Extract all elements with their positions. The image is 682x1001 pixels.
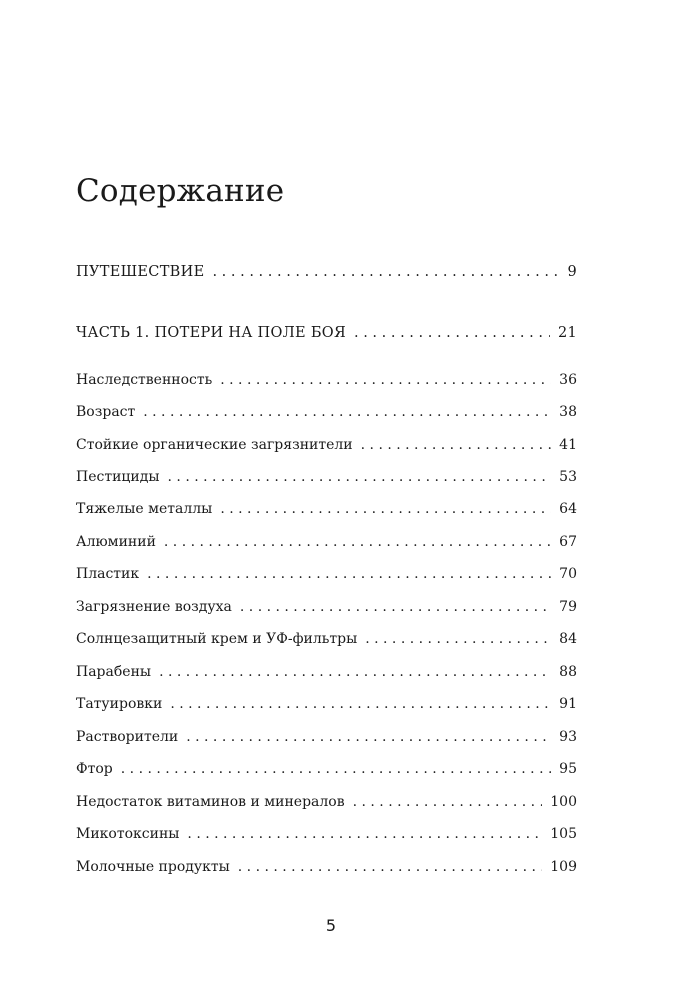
toc-entry[interactable] — [76, 663, 577, 681]
toc-entry-page: 67 — [559, 534, 577, 550]
toc-leader-dots — [220, 371, 551, 389]
toc-entry-page: 84 — [559, 631, 577, 647]
toc-entry-title: Солнцезащитный крем и УФ-фильтры — [76, 631, 358, 647]
toc-entry-title: Недостаток витаминов и минералов — [76, 794, 345, 810]
toc-entry-title: Микотоксины — [76, 826, 180, 842]
toc-entry-page: 95 — [559, 761, 577, 777]
toc-entry[interactable] — [76, 533, 577, 551]
toc-leader-dots — [186, 728, 551, 746]
toc-leader-dots — [365, 630, 551, 648]
toc-entry-page: 53 — [559, 469, 577, 485]
toc-entry[interactable] — [76, 565, 577, 583]
toc-entry-title: Возраст — [76, 404, 136, 420]
toc-entry[interactable] — [76, 598, 577, 616]
toc-leader-dots — [170, 695, 551, 713]
toc-entry-title: Фтор — [76, 761, 113, 777]
toc-entry[interactable] — [76, 468, 577, 486]
toc-entry-title: ЧАСТЬ 1. ПОТЕРИ НА ПОЛЕ БОЯ — [76, 325, 346, 341]
toc-entry[interactable] — [76, 403, 577, 421]
toc-entry-title: Стойкие органические загрязнители — [76, 437, 353, 453]
toc-leader-dots — [187, 825, 542, 843]
toc-entry-title: Растворители — [76, 729, 179, 745]
toc-entry-page: 21 — [557, 325, 577, 341]
toc-entry[interactable] — [76, 728, 577, 746]
toc-entry[interactable] — [76, 793, 577, 811]
toc-leader-dots — [240, 598, 551, 616]
toc-entry-title: ПУТЕШЕСТВИЕ — [76, 264, 205, 280]
toc-entry-title: Тяжелые металлы — [76, 501, 213, 517]
toc-entry-page: 93 — [559, 729, 577, 745]
toc-entry-page: 91 — [559, 696, 577, 712]
toc-leader-dots — [159, 663, 551, 681]
toc-entry-page: 36 — [559, 372, 577, 388]
toc-entry-title: Молочные продукты — [76, 859, 230, 875]
toc-entry[interactable] — [76, 858, 577, 876]
toc-leader-dots — [168, 468, 552, 486]
toc-entry-part-1[interactable] — [76, 324, 577, 342]
toc-entry-page: 70 — [559, 566, 577, 582]
toc-entry-title: Загрязнение воздуха — [76, 599, 232, 615]
toc-entry-page: 41 — [559, 437, 577, 453]
toc-entry-page: 105 — [550, 826, 577, 842]
toc-leader-dots — [238, 858, 542, 876]
toc-entry-title: Пестициды — [76, 469, 160, 485]
toc-entry[interactable] — [76, 630, 577, 648]
toc-leader-dots — [361, 436, 552, 454]
toc-leader-dots — [164, 533, 551, 551]
toc-entry-title: Парабены — [76, 664, 152, 680]
toc-entry-title: Пластик — [76, 566, 140, 582]
toc-leader-dots — [147, 565, 551, 583]
toc-leader-dots — [143, 403, 551, 421]
toc-entry-page: 100 — [550, 794, 577, 810]
toc-entry[interactable] — [76, 695, 577, 713]
toc-leader-dots — [353, 793, 543, 811]
toc-entry[interactable] — [76, 500, 577, 518]
toc-entry-page: 88 — [559, 664, 577, 680]
toc-leader-dots — [212, 263, 559, 281]
toc-entry[interactable] — [76, 436, 577, 454]
toc-leader-dots — [354, 324, 550, 342]
toc-entry-page: 79 — [559, 599, 577, 615]
toc-entry-page: 38 — [559, 404, 577, 420]
toc-entry[interactable] — [76, 825, 577, 843]
toc-entry-title: Алюминий — [76, 534, 156, 550]
toc-leader-dots — [121, 760, 551, 778]
toc-entry[interactable] — [76, 760, 577, 778]
toc-entry-page: 109 — [550, 859, 577, 875]
toc-entry[interactable] — [76, 371, 577, 389]
toc-entry-journey[interactable] — [76, 263, 577, 281]
toc-entry-title: Татуировки — [76, 696, 163, 712]
toc-entry-page: 64 — [559, 501, 577, 517]
toc-leader-dots — [220, 500, 551, 518]
page-title: Содержание — [76, 173, 285, 209]
toc-entry-title: Наследственность — [76, 372, 213, 388]
toc-entry-page: 9 — [567, 264, 577, 280]
page-number: 5 — [325, 916, 337, 935]
